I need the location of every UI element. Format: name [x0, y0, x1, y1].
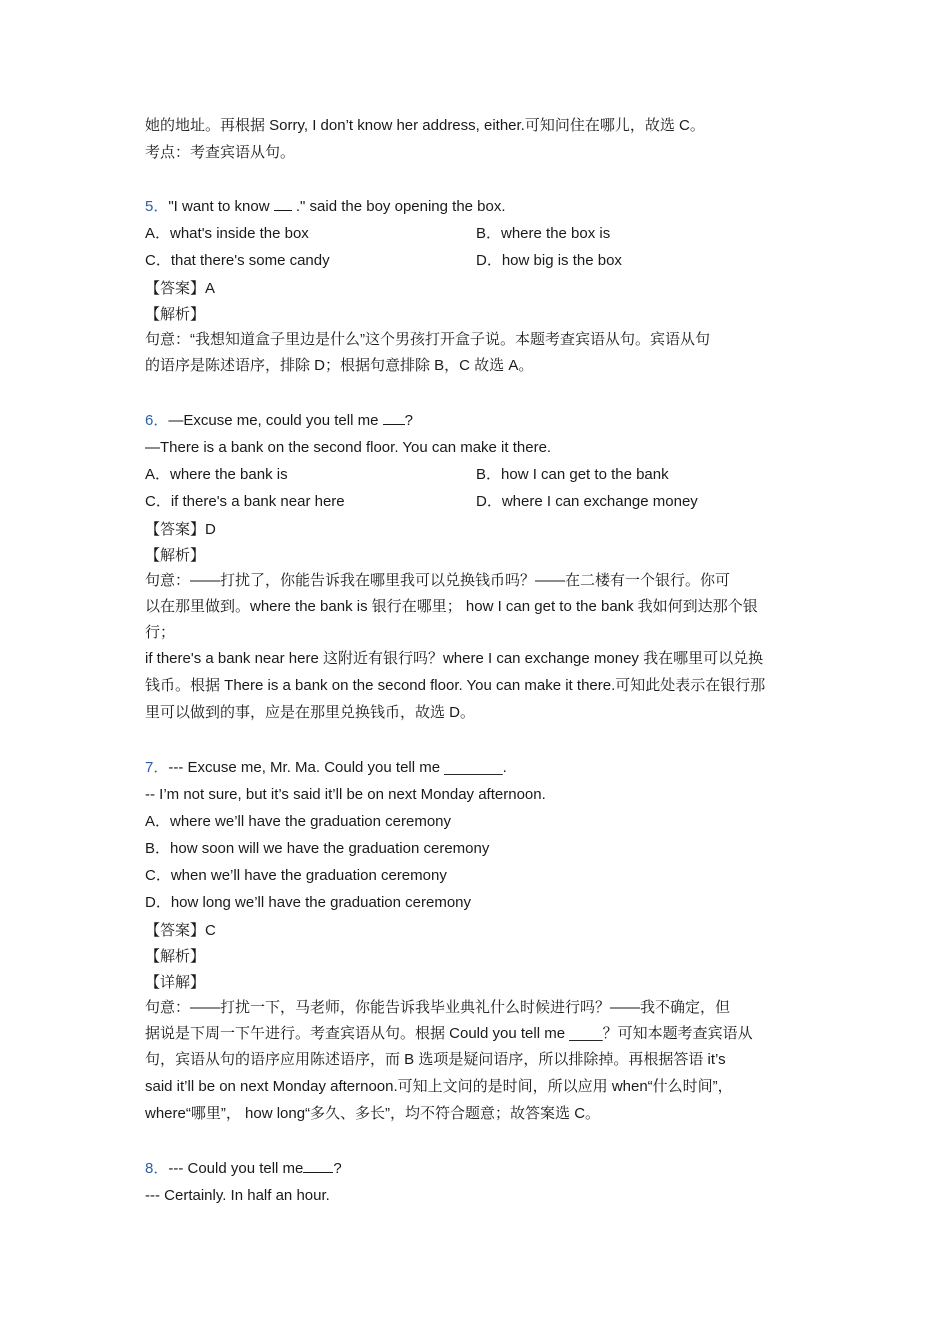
answer-blank [274, 196, 292, 211]
question-8-stem [145, 1158, 342, 1180]
answer-blank [383, 410, 405, 425]
question-5-option-b: B．where the box is [476, 225, 611, 242]
answer-blank [303, 1158, 333, 1173]
question-7-stem [145, 757, 507, 779]
question-6-explanation-6: 里可以做到的事，应是在那里兑换钱币，故选 D。 [145, 704, 476, 721]
question-7-explanation-5: where“哪里”， how long“多久、多长”，均不符合题意；故答案选 C。 [145, 1105, 601, 1122]
question-6-explanation-5: 钱币。根据 There is a bank on the second floor. You can make it there.可知此处表示在银行那 [145, 677, 766, 694]
question-6-option-b: B．how I can get to the bank [476, 466, 669, 483]
question-6-explanation-1: 句意：——打扰了，你能告诉我在哪里我可以兑换钱币吗？——在二楼有一个银行。你可 [145, 572, 731, 589]
question-7-option-a: A．where we’ll have the graduation ceremony [145, 813, 451, 830]
question-7-option-c: C．when we’ll have the graduation ceremony [145, 867, 447, 884]
question-7-dialog-reply: -- I’m not sure, but it’s said it’ll be on next Monday afternoon. [145, 786, 546, 803]
question-number: 5． [145, 198, 169, 215]
question-7-option-d: D．how long we’ll have the graduation ceremony [145, 894, 472, 911]
question-6-analysis-label: 【解析】 [145, 547, 206, 564]
question-7-explanation-1: 句意：——打扰一下，马老师，你能告诉我毕业典礼什么时候进行吗？——我不确定，但 [145, 999, 731, 1016]
prev-topic-line: 考点：考查宾语从句。 [145, 144, 296, 161]
question-5-option-c: C．that there's some candy [145, 252, 330, 269]
question-6-option-c: C．if there's a bank near here [145, 493, 345, 510]
prev-explanation-line: 她的地址。再根据 Sorry, I don’t know her address, either.可知问住在哪儿，故选 C。 [145, 117, 705, 134]
question-6-option-d: D．where I can exchange money [476, 493, 698, 510]
question-5-explanation-1: 句意：“我想知道盒子里边是什么”这个男孩打开盒子说。本题考查宾语从句。宾语从句 [145, 331, 710, 348]
question-7-detail-label: 【详解】 [145, 974, 206, 991]
question-5-analysis-label: 【解析】 [145, 306, 206, 323]
question-number: 8． [145, 1160, 169, 1177]
question-6-text-end: ? [404, 412, 413, 429]
question-6-text-start: —Excuse me, could you tell me [168, 412, 383, 429]
question-6-explanation-3: 行； [145, 624, 176, 641]
question-5-text-start: "I want to know [168, 198, 274, 215]
question-7-text: --- Excuse me, Mr. Ma. Could you tell me _______. [168, 759, 507, 776]
question-6-answer: 【答案】D [145, 521, 216, 538]
question-5-explanation-2: 的语序是陈述语序，排除 D；根据句意排除 B，C 故选 A。 [145, 357, 534, 374]
question-7-analysis-label: 【解析】 [145, 948, 206, 965]
question-8-text-end: ? [333, 1160, 342, 1177]
question-5-option-a: A．what's inside the box [145, 225, 309, 242]
question-7-option-b: B．how soon will we have the graduation ceremony [145, 840, 490, 857]
question-5-answer: 【答案】A [145, 280, 216, 297]
question-6-explanation-2: 以在那里做到。where the bank is 银行在哪里； how I can get to the bank 我如何到达那个银 [145, 598, 758, 615]
question-7-explanation-2: 据说是下周一下午进行。考查宾语从句。根据 Could you tell me ____？可知本题考查宾语从 [145, 1025, 753, 1042]
question-8-text-start: --- Could you tell me [168, 1160, 304, 1177]
question-7-explanation-4: said it’ll be on next Monday afternoon.可知上文问的是时间，所以应用 when“什么时间”， [145, 1078, 733, 1095]
question-5-stem [145, 196, 506, 218]
question-6-option-a: A．where the bank is [145, 466, 288, 483]
question-number: 6． [145, 412, 169, 429]
question-number: 7． [145, 759, 169, 776]
question-6-dialog-reply: —There is a bank on the second floor. You can make it there. [145, 439, 552, 456]
question-7-answer: 【答案】C [145, 922, 216, 939]
question-8-dialog-reply: --- Certainly. In half an hour. [145, 1187, 330, 1204]
question-5-option-d: D．how big is the box [476, 252, 622, 269]
question-6-explanation-4: if there's a bank near here 这附近有银行吗？where I can exchange money 我在哪里可以兑换 [145, 650, 764, 667]
question-7-explanation-3: 句，宾语从句的语序应用陈述语序，而 B 选项是疑问语序，所以排除掉。再根据答语 it’s [145, 1051, 726, 1068]
question-6-stem [145, 410, 413, 432]
question-5-text-end: ." said the boy opening the box. [291, 198, 506, 215]
